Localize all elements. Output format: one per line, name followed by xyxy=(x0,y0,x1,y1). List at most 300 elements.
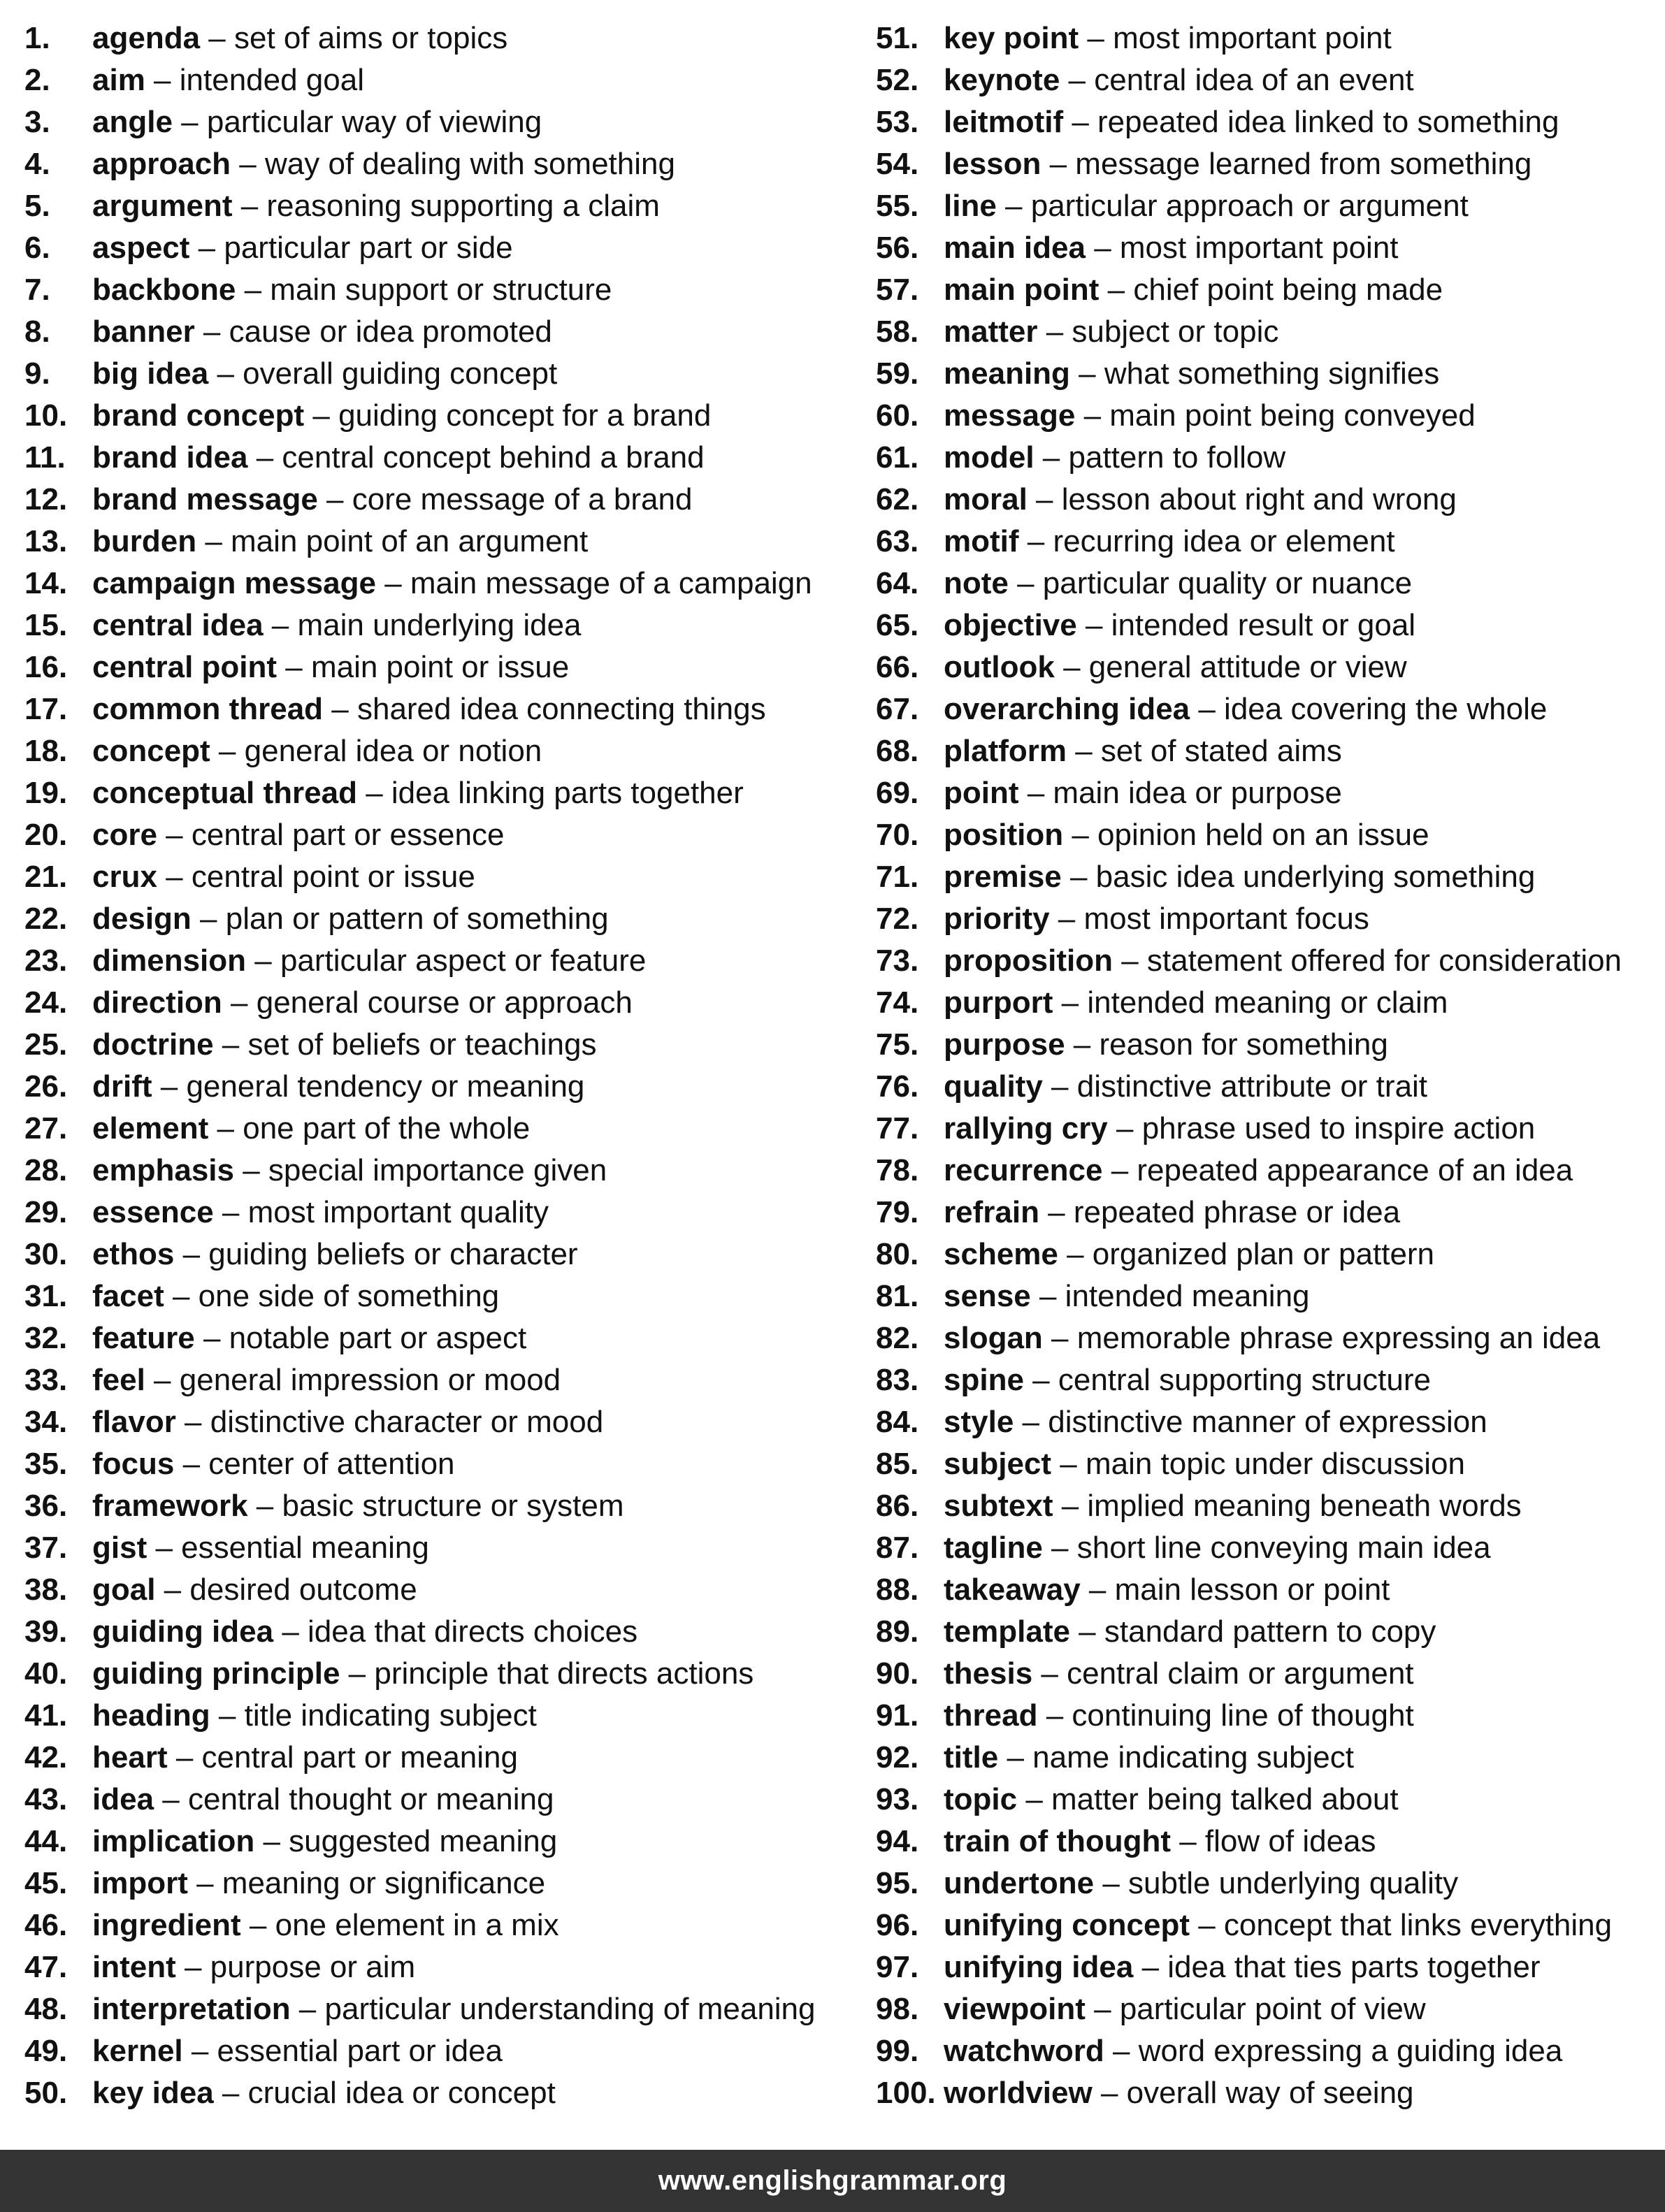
item-definition: – distinctive character or mood xyxy=(175,1405,604,1439)
item-term: essence xyxy=(92,1195,214,1229)
list-item xyxy=(24,354,856,396)
list-item xyxy=(24,270,856,312)
list-item xyxy=(876,774,1665,816)
list-item xyxy=(876,983,1665,1025)
item-definition: – intended meaning xyxy=(1030,1279,1310,1313)
item-number: 99. xyxy=(876,2034,919,2068)
item-definition: – central point or issue xyxy=(157,860,475,894)
list-item xyxy=(24,145,856,187)
item-term: central point xyxy=(92,650,278,684)
item-number: 40. xyxy=(24,1656,68,1691)
item-number: 82. xyxy=(876,1321,919,1355)
item-term: interpretation xyxy=(92,1992,291,2026)
item-number: 79. xyxy=(876,1195,919,1229)
item-term: burden xyxy=(92,524,197,558)
list-item xyxy=(24,1654,856,1696)
list-item xyxy=(24,1403,856,1445)
item-definition: – central supporting structure xyxy=(1023,1363,1431,1397)
item-definition: – set of aims or topics xyxy=(200,21,508,55)
item-term: facet xyxy=(92,1279,164,1313)
item-term: matter xyxy=(944,315,1038,349)
item-definition: – particular point of view xyxy=(1085,1992,1426,2026)
item-definition: – distinctive attribute or trait xyxy=(1042,1069,1428,1104)
item-term: refrain xyxy=(944,1195,1039,1229)
item-term: subtext xyxy=(944,1489,1053,1523)
item-number: 62. xyxy=(876,482,919,516)
item-definition: – general impression or mood xyxy=(145,1363,561,1397)
item-definition: – way of dealing with something xyxy=(231,147,675,181)
item-term: flavor xyxy=(92,1405,176,1439)
list-item xyxy=(876,1361,1665,1403)
item-number: 87. xyxy=(876,1531,919,1565)
list-item xyxy=(876,606,1665,648)
list-item xyxy=(24,606,856,648)
item-definition: – repeated phrase or idea xyxy=(1039,1195,1401,1229)
item-definition: – one side of something xyxy=(164,1279,500,1313)
item-number: 86. xyxy=(876,1489,919,1523)
item-term: scheme xyxy=(944,1237,1058,1271)
item-definition: – shared idea connecting things xyxy=(323,692,766,726)
item-term: goal xyxy=(92,1573,156,1607)
item-number: 37. xyxy=(24,1531,68,1565)
item-number: 48. xyxy=(24,1992,68,2026)
item-definition: – most important quality xyxy=(213,1195,549,1229)
item-number: 44. xyxy=(24,1824,68,1858)
list-item xyxy=(876,396,1665,438)
item-number: 93. xyxy=(876,1782,919,1816)
item-number: 75. xyxy=(876,1027,919,1062)
item-number: 24. xyxy=(24,985,68,1020)
item-definition: – intended result or goal xyxy=(1076,608,1416,642)
item-number: 26. xyxy=(24,1069,68,1104)
item-definition: – particular understanding of meaning xyxy=(290,1992,816,2026)
list-item xyxy=(876,1906,1665,1948)
list-item xyxy=(24,19,856,61)
word-list xyxy=(0,19,1665,2116)
word-list-column-left xyxy=(24,19,856,2116)
list-item xyxy=(24,522,856,564)
item-number: 80. xyxy=(876,1237,919,1271)
item-number: 55. xyxy=(876,189,919,223)
list-item xyxy=(876,187,1665,229)
item-term: common thread xyxy=(92,692,324,726)
list-item xyxy=(24,1067,856,1109)
item-number: 54. xyxy=(876,147,919,181)
item-definition: – general idea or notion xyxy=(210,734,542,768)
item-term: central idea xyxy=(92,608,264,642)
list-item xyxy=(876,1570,1665,1612)
item-definition: – main point of an argument xyxy=(196,524,589,558)
item-definition: – overall guiding concept xyxy=(208,356,558,391)
item-definition: – basic structure or system xyxy=(247,1489,624,1523)
item-term: slogan xyxy=(944,1321,1043,1355)
item-term: objective xyxy=(944,608,1077,642)
item-number: 89. xyxy=(876,1614,919,1649)
list-item xyxy=(24,1612,856,1654)
item-term: gist xyxy=(92,1531,147,1565)
item-number: 30. xyxy=(24,1237,68,1271)
item-definition: – core message of a brand xyxy=(317,482,693,516)
list-item xyxy=(876,1822,1665,1864)
item-term: template xyxy=(944,1614,1070,1649)
item-term: heading xyxy=(92,1698,210,1733)
item-term: big idea xyxy=(92,356,209,391)
item-term: overarching idea xyxy=(944,692,1190,726)
list-item xyxy=(876,1738,1665,1780)
item-term: implication xyxy=(92,1824,255,1858)
item-number: 31. xyxy=(24,1279,68,1313)
list-item xyxy=(876,1235,1665,1277)
list-item xyxy=(24,103,856,145)
item-definition: – message learned from something xyxy=(1041,147,1532,181)
item-number: 58. xyxy=(876,315,919,349)
item-definition: – center of attention xyxy=(174,1447,455,1481)
item-term: aim xyxy=(92,63,145,97)
list-item xyxy=(24,899,856,941)
item-term: rallying cry xyxy=(944,1111,1108,1145)
item-definition: – most important point xyxy=(1085,231,1399,265)
item-definition: – distinctive manner of expression xyxy=(1014,1405,1487,1439)
item-number: 34. xyxy=(24,1405,68,1439)
item-number: 7. xyxy=(24,273,50,307)
item-definition: – idea linking parts together xyxy=(356,776,744,810)
list-item xyxy=(876,690,1665,732)
item-definition: – central idea of an event xyxy=(1060,63,1414,97)
item-term: message xyxy=(944,398,1076,433)
list-item xyxy=(876,816,1665,858)
item-definition: – chief point being made xyxy=(1099,273,1443,307)
list-item xyxy=(24,2032,856,2074)
item-number: 64. xyxy=(876,566,919,600)
item-number: 69. xyxy=(876,776,919,810)
item-number: 10. xyxy=(24,398,68,433)
item-term: platform xyxy=(944,734,1067,768)
item-number: 68. xyxy=(876,734,919,768)
item-definition: – matter being talked about xyxy=(1017,1782,1399,1816)
list-item xyxy=(24,816,856,858)
item-definition: – essential part or idea xyxy=(182,2034,503,2068)
item-number: 1. xyxy=(24,21,50,55)
item-term: topic xyxy=(944,1782,1018,1816)
item-term: purpose xyxy=(944,1027,1065,1062)
list-item xyxy=(24,774,856,816)
item-definition: – guiding concept for a brand xyxy=(304,398,712,433)
item-term: undertone xyxy=(944,1866,1095,1900)
item-number: 76. xyxy=(876,1069,919,1104)
item-term: model xyxy=(944,440,1035,475)
item-definition: – reason for something xyxy=(1065,1027,1388,1062)
list-item xyxy=(876,103,1665,145)
item-term: line xyxy=(944,189,997,223)
item-definition: – cause or idea promoted xyxy=(194,315,552,349)
item-term: lesson xyxy=(944,147,1041,181)
list-item xyxy=(876,1403,1665,1445)
item-term: brand message xyxy=(92,482,318,516)
item-term: thesis xyxy=(944,1656,1033,1691)
item-term: dimension xyxy=(92,944,247,978)
item-number: 88. xyxy=(876,1573,919,1607)
item-term: argument xyxy=(92,189,233,223)
item-definition: – standard pattern to copy xyxy=(1069,1614,1436,1649)
item-definition: – idea covering the whole xyxy=(1190,692,1548,726)
item-term: ethos xyxy=(92,1237,175,1271)
list-item xyxy=(876,564,1665,606)
list-item xyxy=(876,1067,1665,1109)
item-number: 51. xyxy=(876,21,919,55)
list-item xyxy=(876,438,1665,480)
item-definition: – principle that directs actions xyxy=(340,1656,754,1691)
list-item xyxy=(24,1361,856,1403)
list-item xyxy=(876,270,1665,312)
list-item xyxy=(24,1528,856,1570)
item-definition: – flow of ideas xyxy=(1171,1824,1376,1858)
item-definition: – set of stated aims xyxy=(1067,734,1342,768)
item-number: 2. xyxy=(24,63,50,97)
item-term: point xyxy=(944,776,1019,810)
item-term: outlook xyxy=(944,650,1055,684)
list-item xyxy=(24,396,856,438)
item-definition: – repeated idea linked to something xyxy=(1063,105,1559,139)
item-definition: – suggested meaning xyxy=(254,1824,558,1858)
item-number: 38. xyxy=(24,1573,68,1607)
item-definition: – statement offered for consideration xyxy=(1112,944,1622,978)
item-term: campaign message xyxy=(92,566,376,600)
item-number: 46. xyxy=(24,1908,68,1942)
item-definition: – implied meaning beneath words xyxy=(1053,1489,1522,1523)
item-term: motif xyxy=(944,524,1019,558)
item-definition: – organized plan or pattern xyxy=(1058,1237,1435,1271)
list-item xyxy=(876,858,1665,899)
item-term: conceptual thread xyxy=(92,776,357,810)
item-term: quality xyxy=(944,1069,1043,1104)
list-item xyxy=(24,1864,856,1906)
list-item xyxy=(24,1780,856,1822)
item-term: note xyxy=(944,566,1009,600)
item-number: 3. xyxy=(24,105,50,139)
item-definition: – idea that ties parts together xyxy=(1133,1950,1541,1984)
item-number: 11. xyxy=(24,440,66,475)
item-term: meaning xyxy=(944,356,1070,391)
item-number: 49. xyxy=(24,2034,68,2068)
item-number: 21. xyxy=(24,860,68,894)
item-number: 43. xyxy=(24,1782,68,1816)
list-item xyxy=(24,1487,856,1528)
item-term: direction xyxy=(92,985,222,1020)
item-term: worldview xyxy=(944,2076,1093,2110)
list-item xyxy=(24,1822,856,1864)
list-item xyxy=(876,2074,1665,2116)
list-item xyxy=(24,2074,856,2116)
item-number: 45. xyxy=(24,1866,68,1900)
list-item xyxy=(24,1990,856,2032)
item-definition: – general tendency or meaning xyxy=(152,1069,585,1104)
list-item xyxy=(24,1319,856,1361)
word-list-column-right xyxy=(876,19,1665,2116)
item-definition: – repeated appearance of an idea xyxy=(1102,1153,1573,1187)
item-number: 14. xyxy=(24,566,68,600)
list-item xyxy=(24,480,856,522)
item-number: 94. xyxy=(876,1824,919,1858)
item-definition: – most important point xyxy=(1079,21,1392,55)
item-number: 12. xyxy=(24,482,68,516)
list-item xyxy=(24,1696,856,1738)
item-number: 16. xyxy=(24,650,68,684)
item-term: takeaway xyxy=(944,1573,1081,1607)
item-term: priority xyxy=(944,902,1050,936)
list-item xyxy=(876,1654,1665,1696)
item-term: framework xyxy=(92,1489,248,1523)
list-item xyxy=(876,1109,1665,1151)
item-term: backbone xyxy=(92,273,236,307)
list-item xyxy=(24,229,856,270)
item-definition: – opinion held on an issue xyxy=(1063,818,1429,852)
item-number: 33. xyxy=(24,1363,68,1397)
item-term: kernel xyxy=(92,2034,183,2068)
list-item xyxy=(24,1948,856,1990)
item-definition: – general attitude or view xyxy=(1054,650,1407,684)
item-number: 19. xyxy=(24,776,68,810)
item-definition: – word expressing a guiding idea xyxy=(1104,2034,1563,2068)
item-number: 8. xyxy=(24,315,50,349)
list-item xyxy=(24,1445,856,1487)
item-number: 32. xyxy=(24,1321,68,1355)
item-number: 53. xyxy=(876,105,919,139)
item-definition: – crucial idea or concept xyxy=(213,2076,556,2110)
item-number: 61. xyxy=(876,440,919,475)
item-definition: – pattern to follow xyxy=(1034,440,1286,475)
item-number: 57. xyxy=(876,273,919,307)
item-term: heart xyxy=(92,1740,168,1774)
item-number: 23. xyxy=(24,944,68,978)
item-definition: – reasoning supporting a claim xyxy=(232,189,660,223)
list-item xyxy=(876,1487,1665,1528)
list-item xyxy=(876,1193,1665,1235)
item-definition: – main lesson or point xyxy=(1080,1573,1390,1607)
item-term: intent xyxy=(92,1950,176,1984)
item-definition: – title indicating subject xyxy=(210,1698,537,1733)
item-term: key point xyxy=(944,21,1079,55)
item-number: 92. xyxy=(876,1740,919,1774)
list-item xyxy=(876,1445,1665,1487)
item-definition: – central concept behind a brand xyxy=(247,440,705,475)
item-term: aspect xyxy=(92,231,190,265)
item-term: crux xyxy=(92,860,157,894)
item-term: core xyxy=(92,818,157,852)
item-definition: – particular quality or nuance xyxy=(1008,566,1413,600)
item-number: 70. xyxy=(876,818,919,852)
item-term: ingredient xyxy=(92,1908,241,1942)
list-item xyxy=(876,480,1665,522)
item-term: premise xyxy=(944,860,1062,894)
item-number: 17. xyxy=(24,692,68,726)
list-item xyxy=(24,1277,856,1319)
list-item xyxy=(876,1151,1665,1193)
item-term: title xyxy=(944,1740,999,1774)
item-number: 84. xyxy=(876,1405,919,1439)
list-item xyxy=(876,941,1665,983)
item-term: sense xyxy=(944,1279,1031,1313)
list-item xyxy=(24,1109,856,1151)
item-number: 83. xyxy=(876,1363,919,1397)
item-term: brand concept xyxy=(92,398,305,433)
item-number: 65. xyxy=(876,608,919,642)
item-definition: – main message of a campaign xyxy=(375,566,812,600)
item-number: 18. xyxy=(24,734,68,768)
item-definition: – central part or meaning xyxy=(167,1740,518,1774)
item-definition: – plan or pattern of something xyxy=(191,902,609,936)
list-item xyxy=(876,732,1665,774)
item-definition: – intended goal xyxy=(145,63,364,97)
item-number: 27. xyxy=(24,1111,68,1145)
item-number: 98. xyxy=(876,1992,919,2026)
list-item xyxy=(876,1696,1665,1738)
item-definition: – one element in a mix xyxy=(240,1908,559,1942)
list-item xyxy=(24,187,856,229)
item-number: 9. xyxy=(24,356,50,391)
list-item xyxy=(876,19,1665,61)
item-number: 15. xyxy=(24,608,68,642)
list-item xyxy=(24,438,856,480)
list-item xyxy=(876,61,1665,103)
item-definition: – main point or issue xyxy=(277,650,570,684)
list-item xyxy=(24,690,856,732)
item-number: 100. xyxy=(876,2076,936,2110)
item-term: brand idea xyxy=(92,440,248,475)
list-item xyxy=(24,732,856,774)
item-number: 72. xyxy=(876,902,919,936)
item-number: 5. xyxy=(24,189,50,223)
item-number: 73. xyxy=(876,944,919,978)
item-definition: – set of beliefs or teachings xyxy=(213,1027,597,1062)
list-item xyxy=(24,1906,856,1948)
list-item xyxy=(24,1025,856,1067)
item-definition: – subtle underlying quality xyxy=(1094,1866,1459,1900)
item-term: guiding idea xyxy=(92,1614,274,1649)
list-item xyxy=(24,1235,856,1277)
list-item xyxy=(24,1738,856,1780)
item-term: doctrine xyxy=(92,1027,214,1062)
list-item xyxy=(876,354,1665,396)
item-term: viewpoint xyxy=(944,1992,1086,2026)
list-item xyxy=(876,1864,1665,1906)
item-number: 36. xyxy=(24,1489,68,1523)
item-number: 81. xyxy=(876,1279,919,1313)
item-number: 74. xyxy=(876,985,919,1020)
item-number: 60. xyxy=(876,398,919,433)
item-term: concept xyxy=(92,734,210,768)
list-item xyxy=(876,1780,1665,1822)
item-definition: – desired outcome xyxy=(155,1573,417,1607)
item-term: leitmotif xyxy=(944,105,1064,139)
item-number: 52. xyxy=(876,63,919,97)
item-term: approach xyxy=(92,147,231,181)
list-item xyxy=(876,1612,1665,1654)
item-number: 28. xyxy=(24,1153,68,1187)
item-number: 95. xyxy=(876,1866,919,1900)
item-definition: – central thought or meaning xyxy=(154,1782,554,1816)
item-definition: – intended meaning or claim xyxy=(1053,985,1448,1020)
item-number: 85. xyxy=(876,1447,919,1481)
list-item xyxy=(876,1319,1665,1361)
item-number: 71. xyxy=(876,860,919,894)
list-item xyxy=(876,2032,1665,2074)
item-term: drift xyxy=(92,1069,152,1104)
item-term: tagline xyxy=(944,1531,1043,1565)
item-number: 47. xyxy=(24,1950,68,1984)
list-item xyxy=(24,858,856,899)
item-definition: – most important focus xyxy=(1049,902,1369,936)
item-definition: – particular aspect or feature xyxy=(246,944,647,978)
